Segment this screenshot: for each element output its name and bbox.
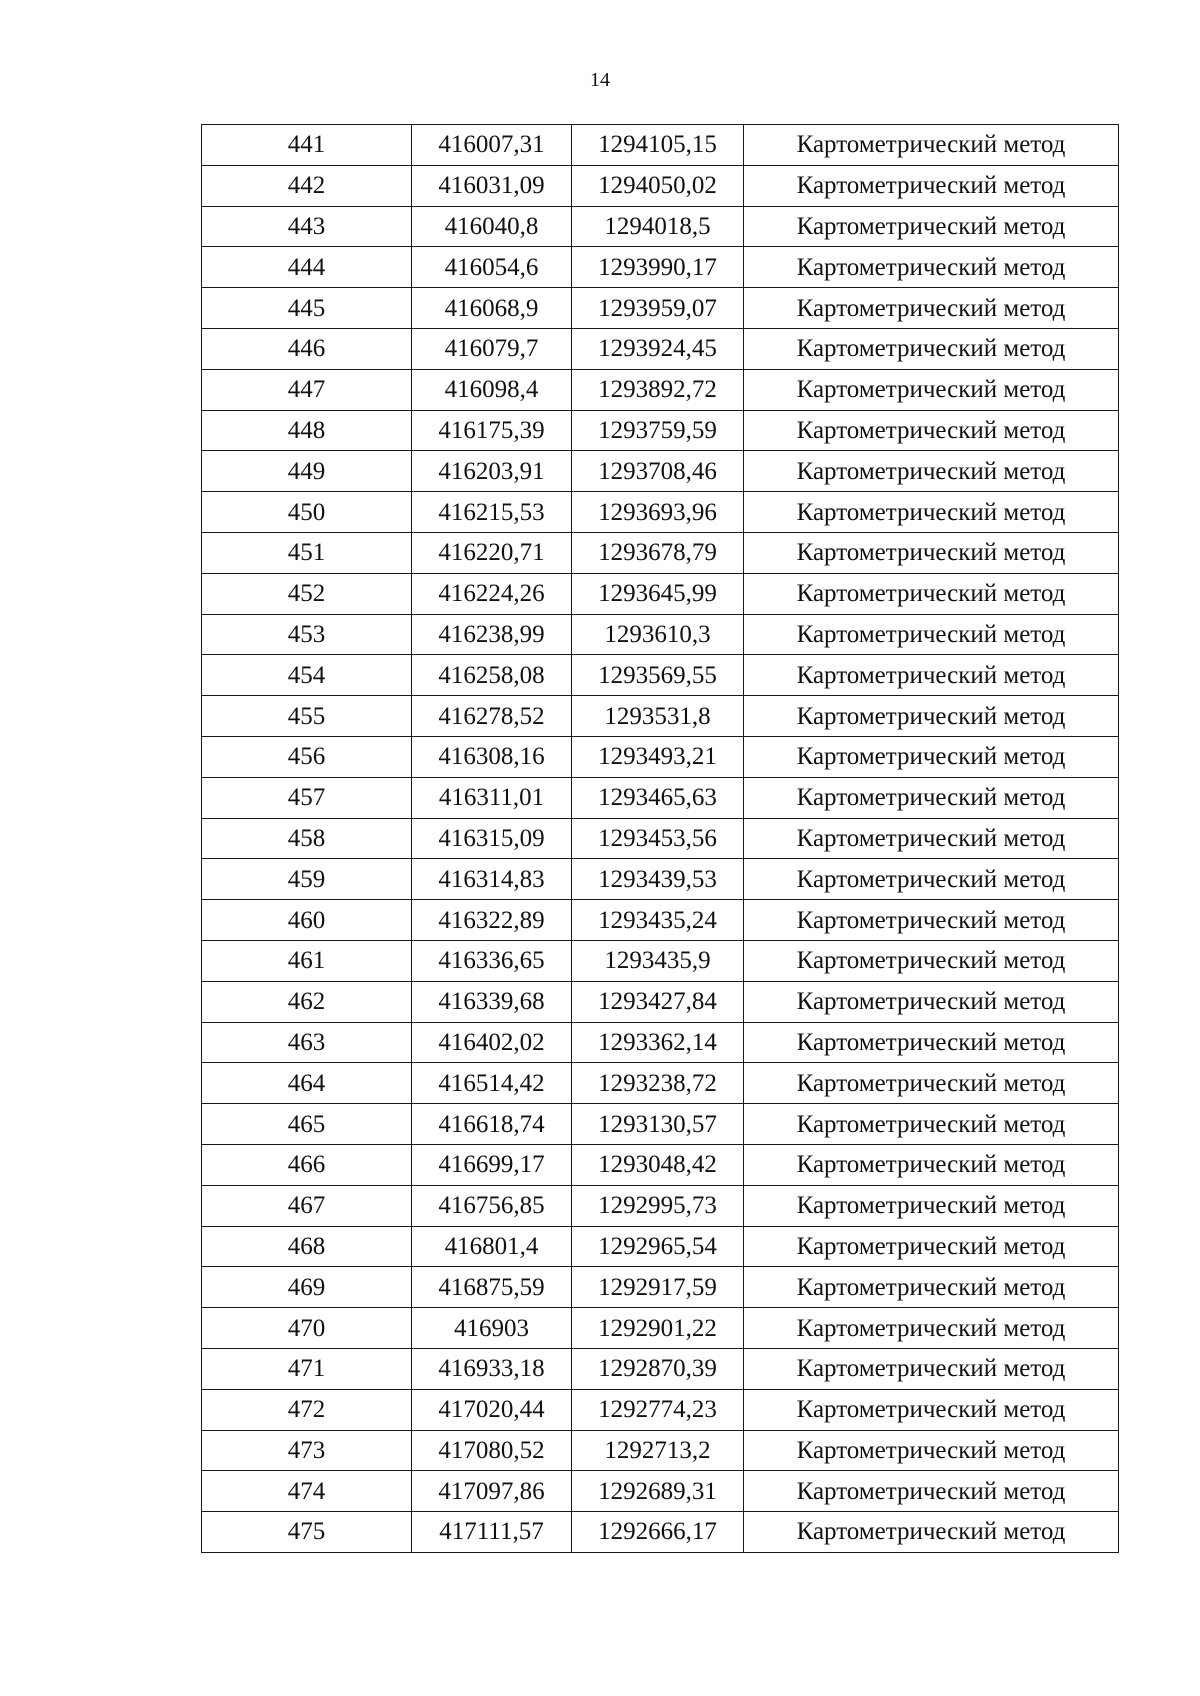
table-row bbox=[202, 1430, 1119, 1471]
point-number-cell: 461 bbox=[202, 940, 412, 981]
x-coordinate-cell: 416224,26 bbox=[412, 573, 572, 614]
point-number-cell: 463 bbox=[202, 1022, 412, 1063]
x-coordinate-cell: 417111,57 bbox=[412, 1512, 572, 1553]
coordinates-table-body bbox=[202, 125, 1119, 1553]
x-coordinate-cell: 416040,8 bbox=[412, 206, 572, 247]
method-cell: Картометрический метод bbox=[744, 573, 1119, 614]
y-coordinate-cell: 1292774,23 bbox=[572, 1389, 744, 1430]
y-coordinate-cell: 1292917,59 bbox=[572, 1267, 744, 1308]
y-coordinate-cell: 1292713,2 bbox=[572, 1430, 744, 1471]
point-number-cell: 446 bbox=[202, 328, 412, 369]
table-row bbox=[202, 777, 1119, 818]
x-coordinate-cell: 416238,99 bbox=[412, 614, 572, 655]
y-coordinate-cell: 1292870,39 bbox=[572, 1348, 744, 1389]
point-number-cell: 467 bbox=[202, 1185, 412, 1226]
y-coordinate-cell: 1293759,59 bbox=[572, 410, 744, 451]
method-cell: Картометрический метод bbox=[744, 1308, 1119, 1349]
method-cell: Картометрический метод bbox=[744, 818, 1119, 859]
table-row bbox=[202, 328, 1119, 369]
point-number-cell: 453 bbox=[202, 614, 412, 655]
method-cell: Картометрический метод bbox=[744, 247, 1119, 288]
y-coordinate-cell: 1292901,22 bbox=[572, 1308, 744, 1349]
point-number-cell: 448 bbox=[202, 410, 412, 451]
y-coordinate-cell: 1293453,56 bbox=[572, 818, 744, 859]
x-coordinate-cell: 416903 bbox=[412, 1308, 572, 1349]
point-number-cell: 468 bbox=[202, 1226, 412, 1267]
table-row bbox=[202, 1389, 1119, 1430]
y-coordinate-cell: 1293435,24 bbox=[572, 900, 744, 941]
y-coordinate-cell: 1293645,99 bbox=[572, 573, 744, 614]
table-row bbox=[202, 1185, 1119, 1226]
x-coordinate-cell: 417097,86 bbox=[412, 1471, 572, 1512]
x-coordinate-cell: 416314,83 bbox=[412, 859, 572, 900]
x-coordinate-cell: 416175,39 bbox=[412, 410, 572, 451]
y-coordinate-cell: 1293990,17 bbox=[572, 247, 744, 288]
table-row bbox=[202, 451, 1119, 492]
point-number-cell: 456 bbox=[202, 736, 412, 777]
point-number-cell: 474 bbox=[202, 1471, 412, 1512]
method-cell: Картометрический метод bbox=[744, 1512, 1119, 1553]
method-cell: Картометрический метод bbox=[744, 859, 1119, 900]
x-coordinate-cell: 416068,9 bbox=[412, 288, 572, 329]
method-cell: Картометрический метод bbox=[744, 655, 1119, 696]
x-coordinate-cell: 416220,71 bbox=[412, 532, 572, 573]
table-row bbox=[202, 1104, 1119, 1145]
point-number-cell: 459 bbox=[202, 859, 412, 900]
y-coordinate-cell: 1293708,46 bbox=[572, 451, 744, 492]
method-cell: Картометрический метод bbox=[744, 451, 1119, 492]
point-number-cell: 442 bbox=[202, 165, 412, 206]
x-coordinate-cell: 416322,89 bbox=[412, 900, 572, 941]
table-row bbox=[202, 900, 1119, 941]
table-row bbox=[202, 369, 1119, 410]
y-coordinate-cell: 1294050,02 bbox=[572, 165, 744, 206]
x-coordinate-cell: 416215,53 bbox=[412, 492, 572, 533]
y-coordinate-cell: 1294018,5 bbox=[572, 206, 744, 247]
point-number-cell: 466 bbox=[202, 1144, 412, 1185]
y-coordinate-cell: 1293493,21 bbox=[572, 736, 744, 777]
x-coordinate-cell: 416258,08 bbox=[412, 655, 572, 696]
x-coordinate-cell: 416203,91 bbox=[412, 451, 572, 492]
y-coordinate-cell: 1293924,45 bbox=[572, 328, 744, 369]
method-cell: Картометрический метод bbox=[744, 492, 1119, 533]
x-coordinate-cell: 416278,52 bbox=[412, 696, 572, 737]
table-row bbox=[202, 859, 1119, 900]
point-number-cell: 444 bbox=[202, 247, 412, 288]
x-coordinate-cell: 416054,6 bbox=[412, 247, 572, 288]
table-row bbox=[202, 288, 1119, 329]
point-number-cell: 473 bbox=[202, 1430, 412, 1471]
method-cell: Картометрический метод bbox=[744, 1389, 1119, 1430]
y-coordinate-cell: 1293678,79 bbox=[572, 532, 744, 573]
y-coordinate-cell: 1293130,57 bbox=[572, 1104, 744, 1145]
point-number-cell: 458 bbox=[202, 818, 412, 859]
y-coordinate-cell: 1292666,17 bbox=[572, 1512, 744, 1553]
y-coordinate-cell: 1293465,63 bbox=[572, 777, 744, 818]
table-row bbox=[202, 1267, 1119, 1308]
method-cell: Картометрический метод bbox=[744, 1063, 1119, 1104]
point-number-cell: 475 bbox=[202, 1512, 412, 1553]
table-row bbox=[202, 1471, 1119, 1512]
page-number: 14 bbox=[590, 69, 610, 91]
method-cell: Картометрический метод bbox=[744, 1348, 1119, 1389]
x-coordinate-cell: 416618,74 bbox=[412, 1104, 572, 1145]
point-number-cell: 462 bbox=[202, 981, 412, 1022]
table-row bbox=[202, 736, 1119, 777]
table-row bbox=[202, 614, 1119, 655]
method-cell: Картометрический метод bbox=[744, 369, 1119, 410]
y-coordinate-cell: 1293048,42 bbox=[572, 1144, 744, 1185]
coordinates-table bbox=[201, 124, 1119, 1553]
method-cell: Картометрический метод bbox=[744, 288, 1119, 329]
table-row bbox=[202, 165, 1119, 206]
x-coordinate-cell: 416699,17 bbox=[412, 1144, 572, 1185]
table-row bbox=[202, 573, 1119, 614]
y-coordinate-cell: 1293569,55 bbox=[572, 655, 744, 696]
method-cell: Картометрический метод bbox=[744, 1267, 1119, 1308]
method-cell: Картометрический метод bbox=[744, 777, 1119, 818]
x-coordinate-cell: 416402,02 bbox=[412, 1022, 572, 1063]
x-coordinate-cell: 417080,52 bbox=[412, 1430, 572, 1471]
point-number-cell: 472 bbox=[202, 1389, 412, 1430]
table-row bbox=[202, 1308, 1119, 1349]
y-coordinate-cell: 1293892,72 bbox=[572, 369, 744, 410]
method-cell: Картометрический метод bbox=[744, 981, 1119, 1022]
method-cell: Картометрический метод bbox=[744, 532, 1119, 573]
point-number-cell: 454 bbox=[202, 655, 412, 696]
table-row bbox=[202, 696, 1119, 737]
x-coordinate-cell: 416031,09 bbox=[412, 165, 572, 206]
table-row bbox=[202, 655, 1119, 696]
point-number-cell: 443 bbox=[202, 206, 412, 247]
point-number-cell: 450 bbox=[202, 492, 412, 533]
method-cell: Картометрический метод bbox=[744, 1185, 1119, 1226]
x-coordinate-cell: 416339,68 bbox=[412, 981, 572, 1022]
table-row bbox=[202, 818, 1119, 859]
table-row bbox=[202, 1348, 1119, 1389]
table-row bbox=[202, 1063, 1119, 1104]
table-row bbox=[202, 1022, 1119, 1063]
x-coordinate-cell: 416311,01 bbox=[412, 777, 572, 818]
point-number-cell: 464 bbox=[202, 1063, 412, 1104]
table-row bbox=[202, 940, 1119, 981]
y-coordinate-cell: 1293439,53 bbox=[572, 859, 744, 900]
point-number-cell: 469 bbox=[202, 1267, 412, 1308]
point-number-cell: 460 bbox=[202, 900, 412, 941]
y-coordinate-cell: 1293693,96 bbox=[572, 492, 744, 533]
method-cell: Картометрический метод bbox=[744, 328, 1119, 369]
x-coordinate-cell: 416098,4 bbox=[412, 369, 572, 410]
y-coordinate-cell: 1294105,15 bbox=[572, 125, 744, 166]
table-row bbox=[202, 410, 1119, 451]
method-cell: Картометрический метод bbox=[744, 206, 1119, 247]
table-row bbox=[202, 1512, 1119, 1553]
method-cell: Картометрический метод bbox=[744, 1022, 1119, 1063]
y-coordinate-cell: 1293610,3 bbox=[572, 614, 744, 655]
x-coordinate-cell: 416756,85 bbox=[412, 1185, 572, 1226]
x-coordinate-cell: 416007,31 bbox=[412, 125, 572, 166]
point-number-cell: 447 bbox=[202, 369, 412, 410]
point-number-cell: 471 bbox=[202, 1348, 412, 1389]
method-cell: Картометрический метод bbox=[744, 1430, 1119, 1471]
x-coordinate-cell: 416079,7 bbox=[412, 328, 572, 369]
x-coordinate-cell: 416875,59 bbox=[412, 1267, 572, 1308]
point-number-cell: 452 bbox=[202, 573, 412, 614]
y-coordinate-cell: 1293531,8 bbox=[572, 696, 744, 737]
point-number-cell: 451 bbox=[202, 532, 412, 573]
method-cell: Картометрический метод bbox=[744, 1144, 1119, 1185]
table-row bbox=[202, 247, 1119, 288]
table-row bbox=[202, 492, 1119, 533]
method-cell: Картометрический метод bbox=[744, 1226, 1119, 1267]
point-number-cell: 457 bbox=[202, 777, 412, 818]
y-coordinate-cell: 1293238,72 bbox=[572, 1063, 744, 1104]
y-coordinate-cell: 1293427,84 bbox=[572, 981, 744, 1022]
method-cell: Картометрический метод bbox=[744, 940, 1119, 981]
method-cell: Картометрический метод bbox=[744, 900, 1119, 941]
method-cell: Картометрический метод bbox=[744, 1471, 1119, 1512]
method-cell: Картометрический метод bbox=[744, 614, 1119, 655]
point-number-cell: 470 bbox=[202, 1308, 412, 1349]
y-coordinate-cell: 1293435,9 bbox=[572, 940, 744, 981]
table-row bbox=[202, 206, 1119, 247]
table-row bbox=[202, 981, 1119, 1022]
point-number-cell: 445 bbox=[202, 288, 412, 329]
x-coordinate-cell: 416801,4 bbox=[412, 1226, 572, 1267]
y-coordinate-cell: 1292995,73 bbox=[572, 1185, 744, 1226]
method-cell: Картометрический метод bbox=[744, 696, 1119, 737]
x-coordinate-cell: 416308,16 bbox=[412, 736, 572, 777]
y-coordinate-cell: 1293362,14 bbox=[572, 1022, 744, 1063]
point-number-cell: 455 bbox=[202, 696, 412, 737]
y-coordinate-cell: 1292965,54 bbox=[572, 1226, 744, 1267]
point-number-cell: 465 bbox=[202, 1104, 412, 1145]
x-coordinate-cell: 416514,42 bbox=[412, 1063, 572, 1104]
x-coordinate-cell: 417020,44 bbox=[412, 1389, 572, 1430]
method-cell: Картометрический метод bbox=[744, 125, 1119, 166]
table-row bbox=[202, 1226, 1119, 1267]
method-cell: Картометрический метод bbox=[744, 410, 1119, 451]
point-number-cell: 441 bbox=[202, 125, 412, 166]
y-coordinate-cell: 1292689,31 bbox=[572, 1471, 744, 1512]
method-cell: Картометрический метод bbox=[744, 736, 1119, 777]
x-coordinate-cell: 416315,09 bbox=[412, 818, 572, 859]
x-coordinate-cell: 416933,18 bbox=[412, 1348, 572, 1389]
table-row bbox=[202, 125, 1119, 166]
x-coordinate-cell: 416336,65 bbox=[412, 940, 572, 981]
method-cell: Картометрический метод bbox=[744, 165, 1119, 206]
y-coordinate-cell: 1293959,07 bbox=[572, 288, 744, 329]
table-row bbox=[202, 1144, 1119, 1185]
table-row bbox=[202, 532, 1119, 573]
point-number-cell: 449 bbox=[202, 451, 412, 492]
method-cell: Картометрический метод bbox=[744, 1104, 1119, 1145]
